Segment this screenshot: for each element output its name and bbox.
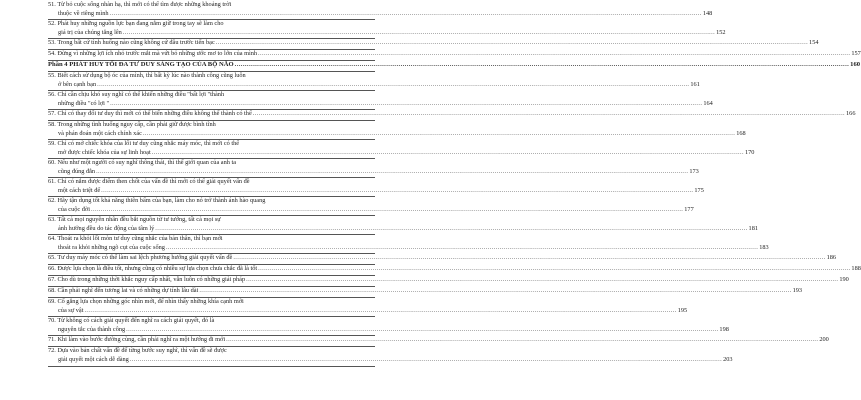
toc-page-number: 161 [690, 80, 700, 88]
toc-entry-line [58, 243, 769, 252]
toc-entry-line [48, 91, 376, 99]
toc-page-number: 166 [846, 110, 856, 117]
toc-entry-title: giá trị của chúng tăng lên [58, 28, 122, 36]
toc-entry-line [48, 197, 376, 205]
toc-entry-line [48, 254, 837, 262]
toc-page-number: 173 [689, 167, 699, 175]
toc-entry-line [58, 99, 713, 108]
toc-dot-leader: ............................................................................................................................................................................................................................................................................................................ [129, 355, 723, 363]
toc-entry-line [58, 148, 755, 157]
toc-entry-line [48, 298, 376, 306]
toc-entry-title: của sự vật [58, 306, 84, 314]
toc-entry-title: thuộc về riêng mình [58, 9, 109, 17]
toc-entry-line [48, 140, 376, 148]
toc-entry-title: một cách triệt để [58, 186, 101, 194]
toc-entry-title: 62. Hãy tận dụng tốt khả năng thiên bẩm của bạn, làm cho nó trở thành ánh hào quang [48, 197, 266, 204]
toc-entry-title: 65. Tư duy máy móc có thể làm sai lệch phương hướng giải quyết vấn đề [48, 254, 233, 261]
toc-page-number: 170 [744, 148, 755, 156]
toc-dot-leader: ............................................................................................................................................................................................................................................................................................................ [101, 186, 694, 194]
toc-page-number: 183 [759, 243, 769, 251]
toc-entry-title: 67. Cho dù trong những thời khắc nguy cấp nhất, vẫn luôn có những giải pháp [48, 276, 246, 283]
toc-entry-line [58, 224, 758, 233]
toc-entry-line [48, 121, 376, 129]
toc-entry-title: mở được chiếc khóa của sự linh hoạt [58, 148, 151, 156]
toc-entry-line [58, 129, 746, 138]
toc-entry-line [48, 317, 376, 325]
toc-entry-line [48, 20, 376, 28]
toc-dot-leader: ............................................................................................................................................................................................................................................................................................................ [91, 205, 684, 213]
toc-entry-line [48, 110, 856, 118]
toc-dot-leader: ............................................................................................................................................................................................................................................................................................................ [155, 224, 748, 232]
toc-dot-leader: ............................................................................................................................................................................................................................................................................................................ [110, 99, 703, 107]
toc-entry-title: 66. Được lựa chọn là điều tốt, nhưng cũng có nhiều sự lựa chọn chưa chắc đã là tốt [48, 265, 258, 272]
toc-entry-line [48, 72, 376, 80]
toc-page-number: 190 [839, 276, 849, 283]
toc-entry-title: cũng đúng đắn [58, 167, 96, 175]
toc-entry-line [58, 186, 704, 195]
toc-entry-line [58, 28, 726, 37]
toc-entry-line [58, 167, 699, 176]
toc-entry-title: nguyên tắc của thành công [58, 325, 126, 333]
toc-entry-line [48, 235, 376, 243]
toc-entry-line [58, 80, 700, 89]
toc-entry-title: ở bên cạnh bạn [58, 80, 97, 88]
toc-entry-title: 70. Từ không có cách giải quyết đến nghĩ ra cách giải quyết, đó là [48, 317, 215, 324]
toc-entry-title: 72. Dựa vào bản chất vấn đề để từng bước suy nghĩ, thì vấn đề sẽ được [48, 347, 227, 354]
toc-entry-title: giải quyết một cách dễ dàng [58, 355, 129, 363]
toc-dot-leader: ............................................................................................................................................................................................................................................................................................................ [233, 254, 826, 261]
toc-dot-leader: ............................................................................................................................................................................................................................................................................................................ [199, 287, 792, 294]
toc-page-number: 157 [851, 50, 861, 57]
toc-dot-leader: ............................................................................................................................................................................................................................................................................................................ [151, 148, 744, 156]
toc-entry-line [58, 325, 729, 334]
toc-dot-leader: ............................................................................................................................................................................................................................................................................................................ [84, 306, 677, 314]
toc-page-number: 154 [809, 39, 819, 46]
toc-dot-leader: ............................................................................................................................................................................................................................................................................................................ [96, 167, 689, 175]
toc-entry-title: 59. Chỉ có mở chiếc khóa của lối tư duy cũng nhắc máy móc, thì mới có thể [48, 140, 240, 147]
toc-dot-leader: ............................................................................................................................................................................................................................................................................................................ [234, 61, 850, 68]
toc-entry-title: 69. Cố gắng lựa chọn những góc nhìn mới, để nhìn thấy những khía cạnh mới [48, 298, 244, 305]
toc-page-number: 198 [719, 325, 729, 333]
toc-entry-title: và phán đoán một cách chính xác [58, 129, 142, 137]
toc-dot-leader: ............................................................................................................................................................................................................................................................................................................ [97, 80, 690, 88]
toc-page-number: 186 [826, 254, 837, 261]
toc-entry-line [48, 61, 861, 69]
toc-page-number: 148 [702, 9, 713, 17]
toc-entry-title: 54. Đừng vì những lợi ích nhỏ trước mắt mà vứt bỏ những ước mơ to lớn của mình [48, 50, 258, 57]
toc-entry-title: 61. Chỉ có nắm được điểm then chốt của vấn đề thì mới có thể giải quyết vấn đề [48, 178, 250, 185]
toc-dot-leader: ............................................................................................................................................................................................................................................................................................................ [142, 129, 736, 137]
toc-entry-line [48, 50, 861, 58]
toc-dot-leader: ............................................................................................................................................................................................................................................................................................................ [252, 110, 846, 117]
toc-dot-leader: ............................................................................................................................................................................................................................................................................................................ [226, 336, 819, 343]
toc-dot-leader: ............................................................................................................................................................................................................................................................................................................ [215, 39, 809, 46]
toc-page-number: 193 [792, 287, 803, 294]
toc-entry-line [48, 159, 376, 167]
toc-page-number: 181 [748, 224, 758, 232]
toc-entry-line [58, 306, 688, 315]
toc-entry-line [48, 265, 861, 273]
toc-dot-leader: ............................................................................................................................................................................................................................................................................................................ [258, 50, 851, 57]
row-divider [48, 366, 375, 367]
toc-entry-line [48, 1, 376, 9]
toc-entry-title: của cuộc đời [58, 205, 91, 213]
toc-entry-line [58, 355, 733, 364]
toc-dot-leader: ............................................................................................................................................................................................................................................................................................................ [109, 9, 702, 17]
toc-page-number: 177 [684, 205, 694, 213]
toc-page-number: 195 [677, 306, 688, 314]
toc-entry-line [58, 9, 713, 18]
toc-dot-leader: ............................................................................................................................................................................................................................................................................................................ [165, 243, 759, 251]
toc-entry-title: 57. Chỉ có thay đổi tư duy thì mới có thể biến những điều không thể thành có thể [48, 110, 252, 117]
toc-entry-title: những điều "có lợi " [58, 99, 110, 107]
toc-page-number: 188 [851, 265, 861, 272]
toc-entry-title: 56. Chỉ cần chịu khó suy nghĩ có thể khiến những điều "bất lợi "thành [48, 91, 225, 98]
toc-entry-line [48, 276, 849, 284]
toc-entry-title: ảnh hưởng đều do tác động của tâm lý [58, 224, 155, 232]
toc-entry-title: thoát ra khỏi những ngõ cụt của cuộc sống [58, 243, 165, 251]
toc-entry-title: 63. Tất cả mọi nguyên nhân đều bắt nguồn từ tư tưởng, tất cả mọi sự [48, 216, 221, 223]
toc-dot-leader: ............................................................................................................................................................................................................................................................................................................ [246, 276, 839, 283]
toc-page-number: 168 [736, 129, 746, 137]
toc-entry-line [48, 216, 376, 224]
toc-entry-title: 64. Thoát ra khỏi lối mòn tư duy cũng nhắc của bản thân, thì bạn mới [48, 235, 223, 242]
toc-entry-title: 60. Nếu như một người có suy nghĩ thông thái, thì thế giới quan của anh ta [48, 159, 237, 166]
toc-entry-line [48, 39, 819, 47]
toc-page-number: 175 [694, 186, 704, 194]
toc-page-number: 164 [703, 99, 713, 107]
toc-entry-title: Phần 4 PHÁT HUY TỐI ĐA TƯ DUY SÁNG TẠO CỦA BỘ NÃO [48, 61, 234, 68]
toc-entry-title: 53. Trong bất cứ tình huống nào cũng không cứ đâu trước tiến bạc [48, 39, 215, 46]
toc-entry-line [48, 347, 376, 355]
toc-page-number: 160 [850, 61, 861, 68]
toc-entry-title: 68. Cần phải nghĩ đến tương lai và có những dự tính lâu dài [48, 287, 199, 294]
toc-entry-line [48, 178, 376, 186]
toc-entry-line [48, 287, 803, 295]
toc-entry-line [48, 336, 829, 344]
toc-entry-title: 51. Từ bỏ cuộc sống nhàn hạ, thì mới có thể tìm được những khoảng trời [48, 1, 232, 8]
toc-entry-line [58, 205, 694, 214]
toc-entry-title: 71. Khi làm vào bước đường cùng, cần phải nghĩ ra một hướng đi mới [48, 336, 226, 343]
toc-page-number: 203 [723, 355, 733, 363]
toc-page-number: 152 [716, 28, 726, 36]
toc-page-number: 200 [819, 336, 829, 343]
toc-entry-title: 58. Trong những tình huống nguy cấp, cần phải giữ được bình tĩnh [48, 121, 216, 128]
toc-dot-leader: ............................................................................................................................................................................................................................................................................................................ [126, 325, 719, 333]
toc-dot-leader: ............................................................................................................................................................................................................................................................................................................ [122, 28, 716, 36]
toc-entry-title: 55. Biết cách sử dụng bộ óc của mình, thì bất kỳ lúc nào thành công cũng luôn [48, 72, 246, 79]
toc-entry-title: 52. Phát huy những nguồn lực bạn đang nắm giữ trong tay sẽ làm cho [48, 20, 224, 27]
toc-dot-leader: ............................................................................................................................................................................................................................................................................................................ [258, 265, 851, 272]
